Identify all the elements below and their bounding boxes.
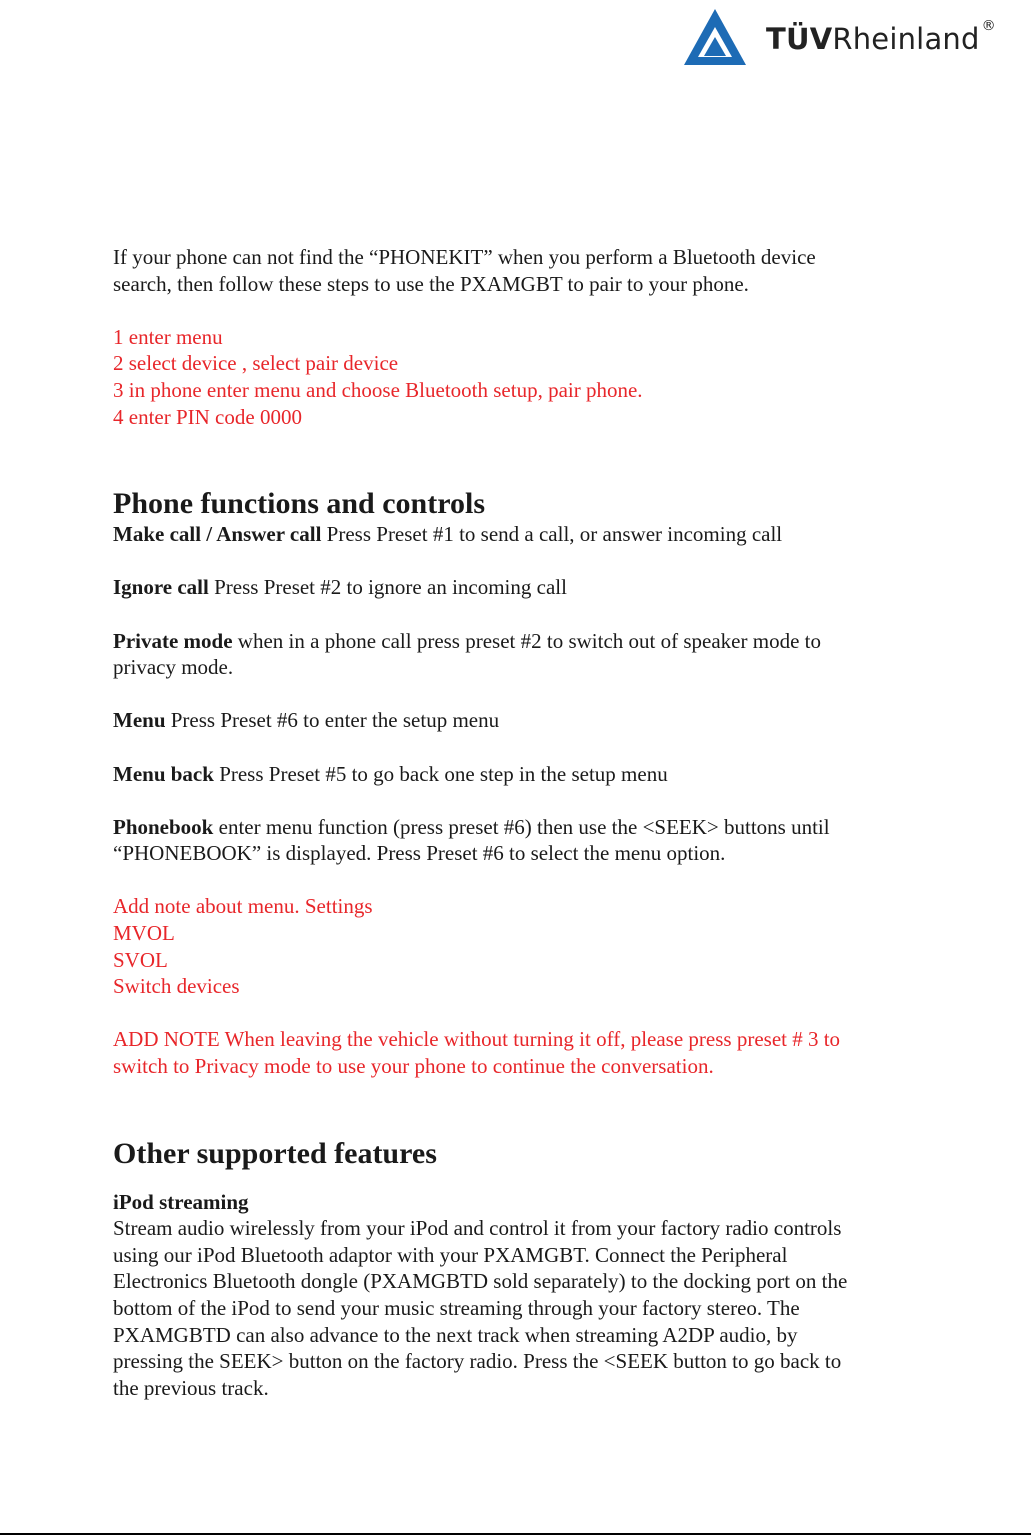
ipod-line: using our iPod Bluetooth adaptor with your PXAMGBT. Connect the Peripheral xyxy=(113,1242,788,1267)
phone-item-menu: Menu Press Preset #6 to enter the setup menu xyxy=(113,708,500,733)
pairing-step: 4 enter PIN code 0000 xyxy=(113,404,302,429)
other-section-title: Other supported features xyxy=(113,1136,437,1170)
brand-wordmark xyxy=(766,18,996,56)
intro-line-2: search, then follow these steps to use the PXAMGBT to pair to your phone. xyxy=(113,271,749,296)
phone-item-make-call: Make call / Answer call Press Preset #1 to send a call, or answer incoming call xyxy=(113,522,783,547)
document-body xyxy=(113,244,933,1401)
ipod-line: Stream audio wirelessly from your iPod and control it from your factory radio controls xyxy=(113,1216,842,1241)
phone-item-phonebook-cont: “PHONEBOOK” is displayed. Press Preset #6 to select the menu option. xyxy=(113,841,726,866)
phone-item-private-mode-cont: privacy mode. xyxy=(113,655,234,680)
brand-prefix: TÜV xyxy=(766,22,833,56)
phone-item-phonebook: Phonebook enter menu function (press preset #6) then use the <SEEK> buttons until xyxy=(113,814,830,839)
menu-note: MVOL xyxy=(113,921,175,946)
ipod-streaming-subtitle: iPod streaming xyxy=(113,1189,249,1214)
pairing-steps xyxy=(113,324,933,430)
ipod-line: the previous track. xyxy=(113,1375,269,1400)
menu-note: Switch devices xyxy=(113,974,240,999)
menu-note: SVOL xyxy=(113,947,168,972)
ipod-line: bottom of the iPod to send your music streaming through your factory stereo. The xyxy=(113,1296,800,1320)
phone-item-ignore-call: Ignore call Press Preset #2 to ignore an incoming call xyxy=(113,575,567,600)
pairing-step: 3 in phone enter menu and choose Bluetooth setup, pair phone. xyxy=(113,377,643,402)
triangle-logo-icon xyxy=(682,7,748,67)
brand-suffix: Rheinland xyxy=(832,22,980,56)
ipod-line: pressing the SEEK> button on the factory radio. Press the <SEEK button to go back to xyxy=(113,1349,842,1374)
phone-item-private-mode: Private mode when in a phone call press preset #2 to switch out of speaker mode to xyxy=(113,628,821,653)
phone-item-menu-back: Menu back Press Preset #5 to go back one step in the setup menu xyxy=(113,761,668,786)
menu-note: Add note about menu. Settings xyxy=(113,894,373,919)
add-note-line-1: ADD NOTE When leaving the vehicle without turning it off, please press preset # 3 to xyxy=(113,1027,841,1052)
menu-notes xyxy=(113,893,933,999)
add-note-line-2: switch to Privacy mode to use your phone to continue the conversation. xyxy=(113,1054,714,1079)
ipod-line: Electronics Bluetooth dongle (PXAMGBTD sold separately) to the docking port on the xyxy=(113,1269,848,1294)
registered-mark: ® xyxy=(981,18,996,34)
pairing-step: 1 enter menu xyxy=(113,324,223,349)
tuv-rheinland-logo xyxy=(682,6,996,68)
phone-section-title: Phone functions and controls xyxy=(113,487,486,521)
ipod-line: PXAMGBTD can also advance to the next track when streaming A2DP audio, by xyxy=(113,1322,798,1347)
page-bottom-rule xyxy=(0,1533,1031,1535)
pairing-step: 2 select device , select pair device xyxy=(113,351,399,376)
intro-line-1: If your phone can not find the “PHONEKIT” when you perform a Bluetooth device xyxy=(113,245,816,269)
